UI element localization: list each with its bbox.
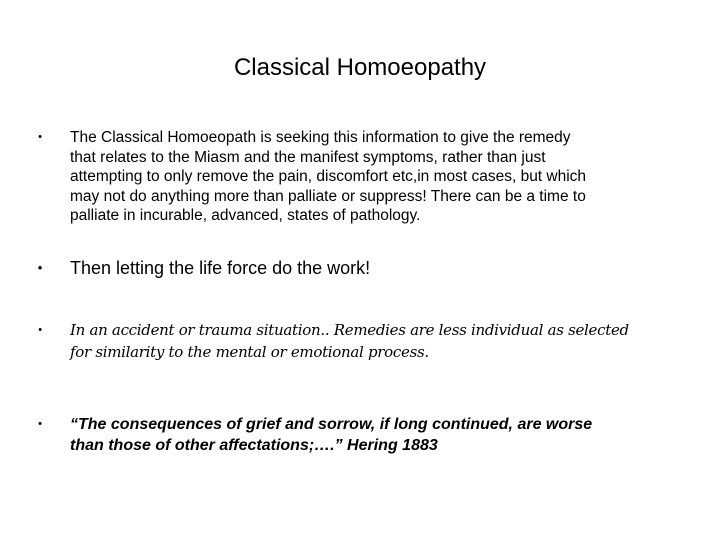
bullet-text: “The consequences of grief and sorrow, if long continued, are worse than those of other affectations;….” Hering 1883 bbox=[70, 416, 593, 454]
slide-title: Classical Homoeopathy bbox=[233, 54, 487, 81]
bullet-marker: • bbox=[38, 418, 42, 430]
bullet-marker: • bbox=[38, 324, 42, 336]
bullet-marker: • bbox=[38, 131, 42, 143]
bullet-text: In an accident or trauma situation.. Remedies are less individual as selected for similarity to the mental or emotional process. bbox=[70, 321, 629, 361]
bullet-text: The Classical Homoeopath is seeking this information to give the remedy that relates to the Miasm and the manifest symptoms, rather than just attempting to only remove the pain, discomfort etc,in most cases, but which may not do anything more than palliate or suppress! There can be a time to palliate in incurable, advanced, states of pathology. bbox=[70, 129, 587, 224]
bullet-text: Then letting the life force do the work! bbox=[70, 258, 371, 278]
bullet-marker: • bbox=[37, 260, 43, 275]
